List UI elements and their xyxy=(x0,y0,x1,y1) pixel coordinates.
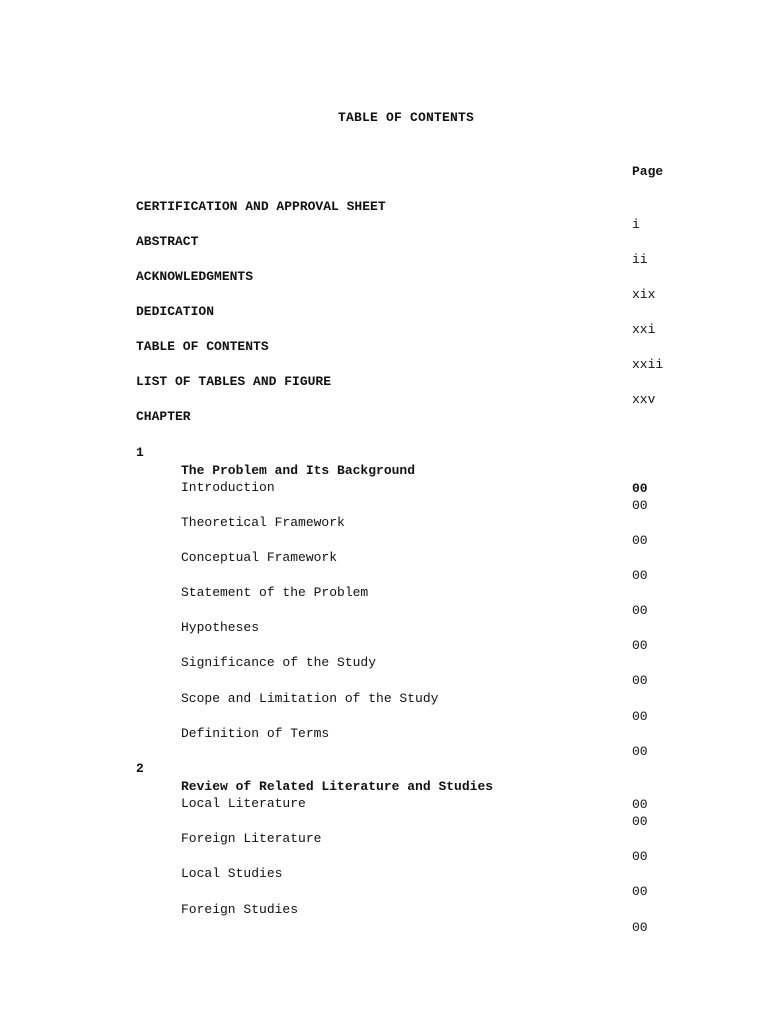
section-label: Statement of the Problem xyxy=(181,585,369,600)
chapter-page: 00 xyxy=(632,481,648,496)
section-label: Foreign Studies xyxy=(181,902,299,917)
toc-entry xyxy=(0,320,768,372)
section-entry xyxy=(0,672,768,724)
section-entry xyxy=(0,777,768,829)
section-entry xyxy=(0,636,768,688)
section-label: Theoretical Framework xyxy=(181,515,345,530)
section-entry xyxy=(0,812,768,864)
section-page: 00 xyxy=(632,603,648,618)
section-label: Conceptual Framework xyxy=(181,550,338,565)
page-column-header: Page xyxy=(632,164,664,179)
section-entry xyxy=(0,531,768,583)
section-entry xyxy=(0,496,768,548)
section-page: 00 xyxy=(632,744,648,759)
toc-entry-page: xix xyxy=(632,287,656,302)
section-label: Definition of Terms xyxy=(181,726,330,741)
toc-entry-label: CERTIFICATION AND APPROVAL SHEET xyxy=(136,199,386,214)
toc-entry xyxy=(0,180,768,232)
section-entry xyxy=(0,601,768,653)
section-page: 00 xyxy=(632,920,648,935)
section-page: 00 xyxy=(632,638,648,653)
toc-entry-label: ACKNOWLEDGMENTS xyxy=(136,269,254,284)
chapter-title: The Problem and Its Background xyxy=(181,463,416,478)
section-label: Foreign Literature xyxy=(181,831,322,846)
section-page: 00 xyxy=(632,709,648,724)
section-page: 00 xyxy=(632,884,648,899)
section-label: Scope and Limitation of the Study xyxy=(181,691,439,706)
section-label: Hypotheses xyxy=(181,620,260,635)
section-page: 00 xyxy=(632,849,648,864)
section-entry xyxy=(0,883,768,935)
section-page: 00 xyxy=(632,814,648,829)
chapter-heading-row xyxy=(0,390,768,424)
toc-entry-label: ABSTRACT xyxy=(136,234,199,249)
toc-entry xyxy=(0,355,768,407)
page-column-header-row xyxy=(0,145,768,179)
chapter-page: 00 xyxy=(632,797,648,812)
toc-entry-label: LIST OF TABLES AND FIGURE xyxy=(136,374,332,389)
section-page: 00 xyxy=(632,568,648,583)
section-label: Local Studies xyxy=(181,866,283,881)
chapter-number: 2 xyxy=(136,761,144,776)
section-entry xyxy=(0,566,768,618)
chapter-number: 1 xyxy=(136,445,144,460)
section-entry xyxy=(0,707,768,759)
section-label: Local Literature xyxy=(181,796,306,811)
section-entry xyxy=(0,461,768,513)
toc-entry-page: xxv xyxy=(632,392,656,407)
section-label: Introduction xyxy=(181,480,275,495)
section-page: 00 xyxy=(632,498,648,513)
chapter-heading: CHAPTER xyxy=(136,409,191,424)
section-page: 00 xyxy=(632,673,648,688)
toc-entry xyxy=(0,250,768,302)
section-entry xyxy=(0,847,768,899)
toc-entry-page: i xyxy=(632,217,640,232)
section-label: Significance of the Study xyxy=(181,655,377,670)
toc-entry xyxy=(0,215,768,267)
section-page: 00 xyxy=(632,533,648,548)
page-title: TABLE OF CONTENTS xyxy=(337,110,475,125)
toc-entry xyxy=(0,285,768,337)
toc-entry-label: TABLE OF CONTENTS xyxy=(136,339,269,354)
chapter-title: Review of Related Literature and Studies xyxy=(181,779,494,794)
toc-entry-page: xxii xyxy=(632,357,664,372)
toc-entry-page: ii xyxy=(632,252,648,267)
toc-entry-page: xxi xyxy=(632,322,656,337)
toc-entry-label: DEDICATION xyxy=(136,304,215,319)
